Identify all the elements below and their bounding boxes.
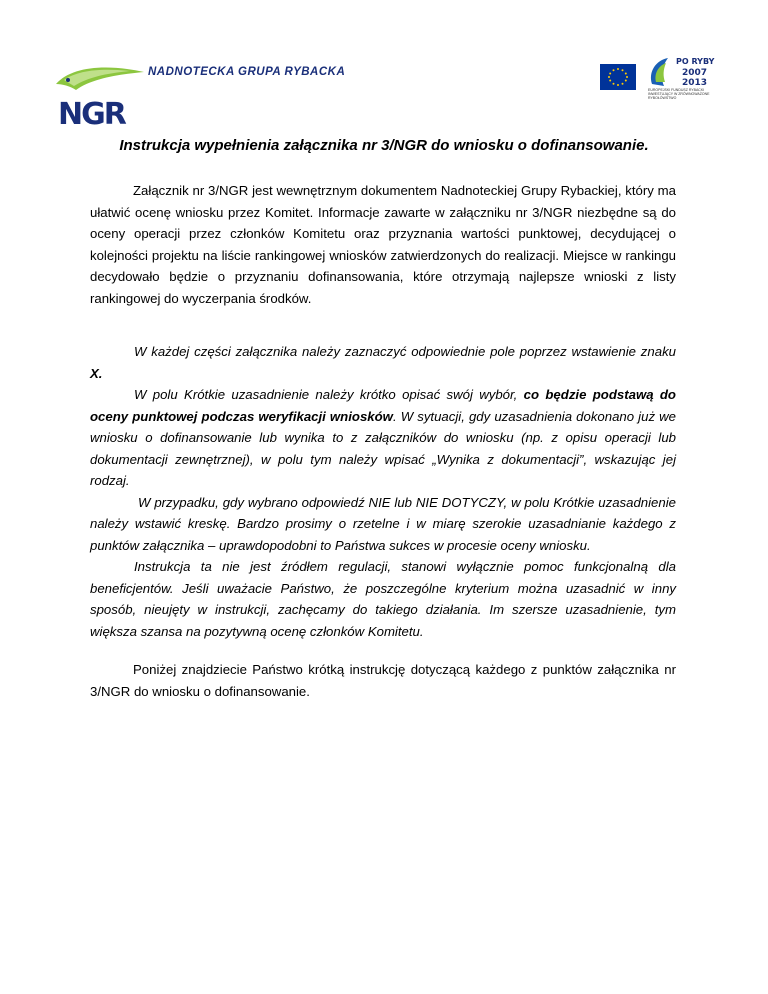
organization-name: NADNOTECKA GRUPA RYBACKA xyxy=(148,66,346,78)
instruction-disclaimer: Instrukcja ta nie jest źródłem regulacji, stanowi wyłącznie pomoc funkcjonalną dla beneficjentów. Jeśli uważacie Państwo, że poszczególne kryterium można uzasadnić w inny sposób, nieujęty w instrukcji, zachęcamy do takiego działania. Im szersze uzasadnienie, tym większa szansa na pozytywną ocenę członków Komitetu. xyxy=(90,559,676,639)
instruction-mark-x-bold: X. xyxy=(90,365,103,381)
closing-paragraph xyxy=(90,659,676,702)
eu-flag-icon xyxy=(600,64,636,90)
intro-text: Załącznik nr 3/NGR jest wewnętrznym dokumentem Nadnoteckiej Grupy Rybackiej, który ma ułatwić ocenę wniosku przez Komitet. Informacje zawarte w załączniku nr 3/NGR niezbędne są do oceny operacji przez członków Komitetu oraz przyznania wartości punktowej, decydującej o kolejności projektu na liście rankingowej wniosków zatwierdzonych do realizacji. Miejsce w rankingu decydowało będzie o przyznaniu dofinansowania, które otrzymają najlepsze wnioski z listy rankingowej do wyczerpania środków. xyxy=(90,183,676,306)
ryby-year-start: 2007 xyxy=(682,68,708,78)
instruction-justification-text-a: W polu Krótkie uzasadnienie należy krótko opisać swój wybór, xyxy=(134,387,524,402)
ngr-fish-logo xyxy=(52,60,152,130)
instruction-mark-x xyxy=(90,341,676,384)
ryby-label: PO RYBY xyxy=(676,57,715,66)
ryby-year-end: 2013 xyxy=(682,78,708,88)
instruction-justification xyxy=(90,384,676,492)
logo-text: NGR xyxy=(58,97,125,132)
intro-paragraph xyxy=(90,180,676,309)
instruction-justification-text-b: . W sytuacji, gdy uzasadnienia dokonano już we wniosku o dofinansowanie lub wynika to z załączników do wniosku (np. z opisu operacji lub dokumentacji zewnętrznej), w polu tym należy wpisać „Wynika z dokumentacji”, wskazując jej rodzaj. xyxy=(90,408,676,488)
page-header xyxy=(0,0,768,130)
instruction-justification-bold: co będzie podstawą do oceny punktowej podczas weryfikacji wniosków xyxy=(90,387,676,424)
document-title: Instrukcja wypełnienia załącznika nr 3/NGR do wniosku o dofinansowanie. xyxy=(119,137,649,154)
ryby-caption: EUROPEJSKI FUNDUSZ RYBACKI INWESTUJĄCY W ZRÓWNOWAŻONE RYBOŁÓWSTWO xyxy=(648,88,710,100)
closing-text: Poniżej znajdziecie Państwo krótką instrukcję dotyczącą każdego z punktów załącznika nr 3/NGR do wniosku o dofinansowanie. xyxy=(90,662,676,699)
instruction-no-answer: W przypadku, gdy wybrano odpowiedź NIE lub NIE DOTYCZY, w polu Krótkie uzasadnienie należy wstawić kreskę. Bardzo prosimy o rzetelne i w miarę szerokie uzasadnianie każdego z punktów załącznika – uprawdopodobni to Państwa sukces w procesie oceny wniosku. xyxy=(90,494,676,553)
instruction-mark-x-text: W każdej części załącznika należy zaznaczyć odpowiednie pole poprzez wstawienie znaku xyxy=(134,344,676,359)
instructions-block xyxy=(90,341,676,642)
